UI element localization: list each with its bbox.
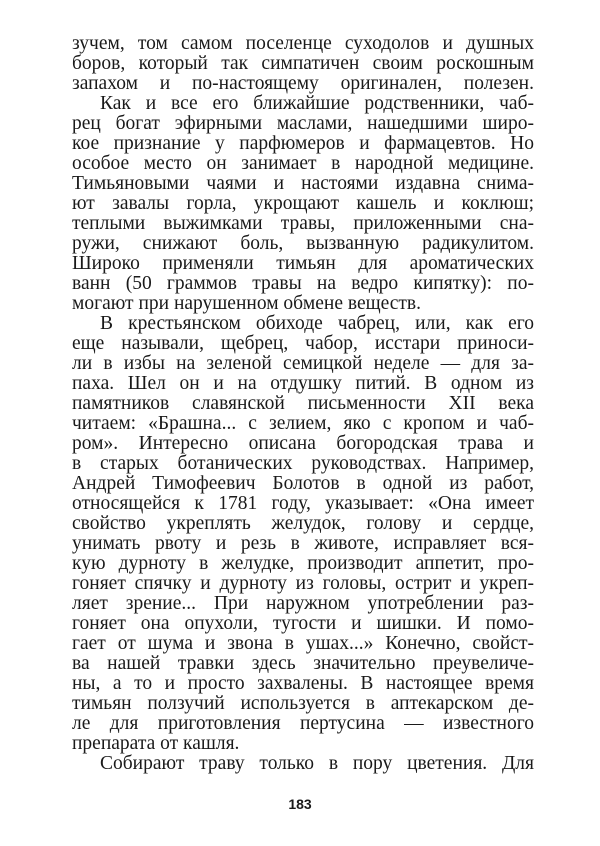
text-line: зучем, том самом поселенце суходолов и душных [72, 33, 534, 54]
text-line: гоняет она опухоли, тугости и шишки. И помо- [72, 613, 534, 634]
text-line: еще называли, щебрец, чабор, исстари приноси- [72, 333, 534, 354]
text-line: Тимьяновыми чаями и настоями издавна снима- [72, 173, 534, 194]
text-line: ны, а то и просто захвалены. В настоящее время [72, 673, 534, 694]
text-line: относящейся к 1781 году, указывает: «Она имеет [72, 493, 534, 514]
page-number: 183 [288, 796, 312, 812]
text-line: боров, который так симпатичен своим роскошным [72, 53, 534, 74]
text-line: особое место он занимает в народной медицине. [72, 153, 534, 174]
text-line: теплыми выжимками травы, приложенными сна- [72, 213, 534, 234]
text-line: ва нашей травки здесь значительно преувеличе- [72, 653, 534, 674]
text-line: ют завалы горла, укрощают кашель и коклюш; [72, 193, 534, 214]
text-line: ром». Интересно описана богородская трава и [72, 433, 534, 454]
text-line: памятников славянской письменности XII века [72, 393, 534, 414]
text-line: ле для приготовления пертусина — известного [72, 713, 534, 734]
text-line: кое признание у парфюмеров и фармацевтов. Но [72, 133, 534, 154]
text-line: Как и все его ближайшие родственники, чаб- [100, 93, 534, 114]
text-line: гоняет спячку и дурноту из головы, острит и укреп- [72, 573, 534, 594]
text-line: запахом и по-настоящему оригинален, полезен. [72, 73, 534, 94]
text-line: Андрей Тимофеевич Болотов в одной из работ, [72, 473, 534, 494]
text-line: тимьян ползучий используется в аптекарском де- [72, 693, 534, 714]
text-line: кую дурноту в желудке, производит аппетит, про- [72, 553, 534, 574]
page-body-text [72, 34, 534, 774]
text-line: препарата от кашля. [72, 733, 240, 754]
text-line: В крестьянском обиходе чабрец, или, как его [100, 313, 534, 334]
text-line: ружи, снижают боль, вызванную радикулитом. [72, 233, 534, 254]
text-line: рец богат эфирными маслами, нашедшими широ- [72, 113, 534, 134]
text-line: ли в избы на зеленой семицкой неделе — для за- [72, 353, 534, 374]
text-line: паха. Шел он и на отдушку питий. В одном из [72, 373, 534, 394]
text-line: унимать рвоту и резь в животе, исправляет вся- [72, 533, 534, 554]
text-line: читаем: «Брашна... с зелием, яко с кропом и чаб- [72, 413, 534, 434]
text-line: могают при нарушенном обмене веществ. [72, 293, 422, 314]
text-line: свойство укреплять желудок, голову и сердце, [72, 513, 534, 534]
text-line: Широко применяли тимьян для ароматических [72, 253, 534, 274]
text-line: ванн (50 граммов травы на ведро кипятку): по- [72, 273, 534, 294]
text-line: гает от шума и звона в ушах...» Конечно, свойст- [72, 633, 534, 654]
text-line: Собирают траву только в пору цветения. Для [100, 753, 534, 774]
text-line: в старых ботанических руководствах. Например, [72, 453, 534, 474]
text-line: ляет зрение... При наружном употреблении раз- [72, 593, 534, 614]
